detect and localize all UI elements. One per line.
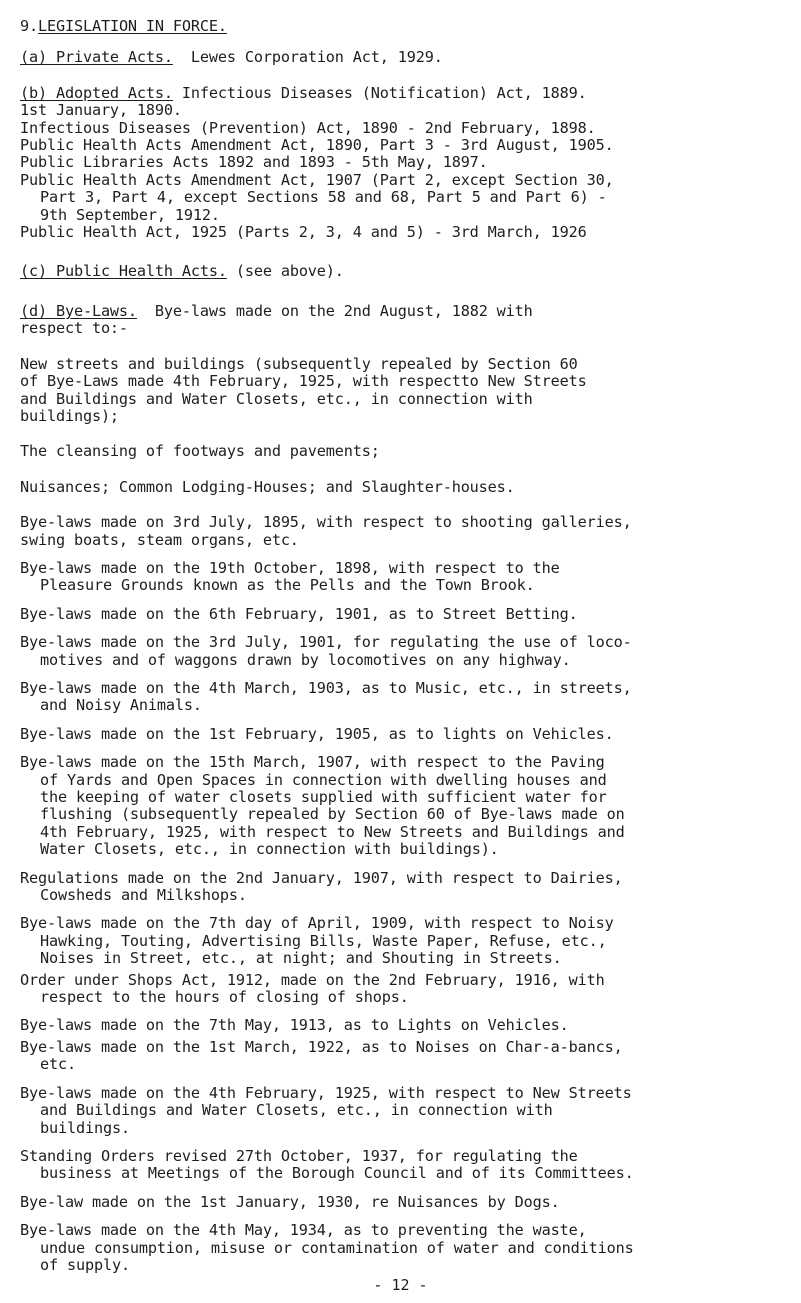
sub-item-line: of Bye-Laws made 4th February, 1925, with respectto New Streets [20, 372, 587, 391]
public-health-acts-text: (see above). [235, 262, 344, 281]
adopted-act-line: Public Health Act, 1925 (Parts 2, 3, 4 and 5) - 3rd March, 1926 [20, 223, 587, 242]
entry-line: of supply. [40, 1255, 130, 1274]
adopted-act-line: 9th September, 1912. [40, 205, 220, 224]
byelaw-entry [20, 1148, 781, 1183]
entry-line: Bye-laws made on the 4th May, 1934, as to preventing the waste, [20, 1221, 587, 1240]
entry-line: Regulations made on the 2nd January, 1907, with respect to Dairies, [20, 868, 623, 887]
byelaw-entry [20, 606, 781, 623]
byelaw-entry [20, 1222, 781, 1274]
byelaw-entry [20, 1085, 781, 1137]
entry-line: Water Closets, etc., in connection with buildings). [40, 840, 499, 859]
adopted-act-line: Infectious Diseases (Notification) Act, 1889. [181, 83, 587, 102]
adopted-acts-line [20, 85, 781, 102]
entry-line: Standing Orders revised 27th October, 1937, for regulating the [20, 1146, 578, 1165]
adopted-acts-label: (b) Adopted Acts. [20, 83, 173, 102]
entry-line: buildings. [40, 1118, 130, 1137]
entry-line: Bye-laws made on the 7th May, 1913, as to Lights on Vehicles. [20, 1016, 569, 1035]
byelaw-entry [20, 726, 781, 743]
adopted-act-line: Public Health Acts Amendment Act, 1907 (Part 2, except Section 30, [20, 170, 614, 189]
entry-line: respect to the hours of closing of shops. [40, 988, 409, 1007]
entry-line: Bye-laws made on 3rd July, 1895, with respect to shooting galleries, [20, 513, 632, 532]
entry-line: Noises in Street, etc., at night; and Shouting in Streets. [40, 949, 562, 968]
entry-line: flushing (subsequently repealed by Section 60 of Bye-laws made on [40, 805, 625, 824]
entry-line: undue consumption, misuse or contamination of water and conditions [40, 1238, 634, 1257]
adopted-acts-block [20, 85, 781, 242]
adopted-act-line: Public Libraries Acts 1892 and 1893 - 5th May, 1897. [20, 153, 488, 172]
entry-line: Bye-laws made on the 4th February, 1925, with respect to New Streets [20, 1083, 632, 1102]
section-number: 9. [20, 17, 38, 35]
private-acts-line [20, 49, 781, 66]
adopted-act-line: Infectious Diseases (Prevention) Act, 1890 - 2nd February, 1898. [20, 118, 596, 137]
entry-line: etc. [40, 1055, 76, 1074]
entry-line: of Yards and Open Spaces in connection with dwelling houses and [40, 770, 607, 789]
byelaw-entry [20, 1039, 781, 1074]
entry-line: Pleasure Grounds known as the Pells and the Town Brook. [40, 576, 535, 595]
byelaws-intro-text: Bye-laws made on the 2nd August, 1882 with [154, 301, 533, 320]
byelaws-intro-line [20, 303, 781, 320]
byelaw-entry [20, 634, 781, 669]
entry-line: Order under Shops Act, 1912, made on the 2nd February, 1916, with [20, 970, 605, 989]
byelaw-entry [20, 870, 781, 905]
sub-item-line: Nuisances; Common Lodging-Houses; and Slaughter-houses. [20, 477, 515, 496]
entry-line: Bye-laws made on the 15th March, 1907, with respect to the Paving [20, 753, 605, 772]
entry-line: Bye-law made on the 1st January, 1930, re Nuisances by Dogs. [20, 1192, 560, 1211]
adopted-act-line: Public Health Acts Amendment Act, 1890, Part 3 - 3rd August, 1905. [20, 136, 614, 155]
entry-line: Bye-laws made on the 7th day of April, 1909, with respect to Noisy [20, 914, 614, 933]
entry-line: Bye-laws made on the 4th March, 1903, as to Music, etc., in streets, [20, 678, 632, 697]
sub-item-line: New streets and buildings (subsequently repealed by Section 60 [20, 354, 578, 373]
adopted-act-line: Part 3, Part 4, except Sections 58 and 68, Part 5 and Part 6) - [40, 188, 607, 207]
byelaw-entry [20, 915, 781, 967]
section-title: LEGISLATION IN FORCE. [38, 17, 227, 35]
byelaws-block [20, 303, 781, 338]
byelaws-sub-item [20, 356, 781, 426]
byelaws-intro-line: respect to:- [20, 319, 128, 338]
byelaw-entry [20, 560, 781, 595]
entry-line: the keeping of water closets supplied with sufficient water for [40, 788, 607, 806]
public-health-acts-line [20, 263, 781, 280]
entry-line: Hawking, Touting, Advertising Bills, Waste Paper, Refuse, etc., [40, 931, 607, 950]
byelaw-entry [20, 1017, 781, 1034]
byelaw-entry [20, 680, 781, 715]
sub-item-line: The cleansing of footways and pavements; [20, 442, 380, 461]
byelaws-sub-item [20, 479, 781, 496]
private-acts-text: Lewes Corporation Act, 1929. [190, 48, 443, 67]
entry-line: 4th February, 1925, with respect to New Streets and Buildings and [40, 822, 625, 841]
entry-line: Bye-laws made on the 1st February, 1905, as to lights on Vehicles. [20, 724, 614, 743]
entry-line: Cowsheds and Milkshops. [40, 886, 247, 905]
entry-line: Bye-laws made on the 19th October, 1898, with respect to the [20, 558, 560, 577]
entry-line: and Buildings and Water Closets, etc., in connection with [40, 1101, 553, 1120]
public-health-acts-label: (c) Public Health Acts. [20, 262, 227, 281]
adopted-act-line: 1st January, 1890. [20, 101, 182, 120]
byelaws-sub-item [20, 443, 781, 460]
byelaw-entry [20, 754, 781, 858]
entry-line: business at Meetings of the Borough Council and of its Committees. [40, 1164, 634, 1183]
page-number: - 12 - [373, 1276, 428, 1294]
byelaw-entry [20, 1194, 781, 1211]
byelaw-entry [20, 514, 781, 549]
byelaws-label: (d) Bye-Laws. [20, 301, 137, 320]
entry-line: swing boats, steam organs, etc. [20, 530, 299, 549]
entry-line: Bye-laws made on the 6th February, 1901, as to Street Betting. [20, 604, 578, 623]
private-acts-label: (a) Private Acts. [20, 48, 173, 67]
byelaw-entry [20, 972, 781, 1007]
entry-line: Bye-laws made on the 3rd July, 1901, for regulating the use of loco- [20, 633, 632, 652]
section-heading [20, 18, 781, 35]
sub-item-line: and Buildings and Water Closets, etc., in connection with [20, 389, 533, 408]
entry-line: motives and of waggons drawn by locomotives on any highway. [40, 650, 571, 669]
entry-line: Bye-laws made on the 1st March, 1922, as to Noises on Char-a-bancs, [20, 1037, 623, 1056]
sub-item-line: buildings); [20, 406, 119, 425]
entry-line: and Noisy Animals. [40, 696, 202, 715]
